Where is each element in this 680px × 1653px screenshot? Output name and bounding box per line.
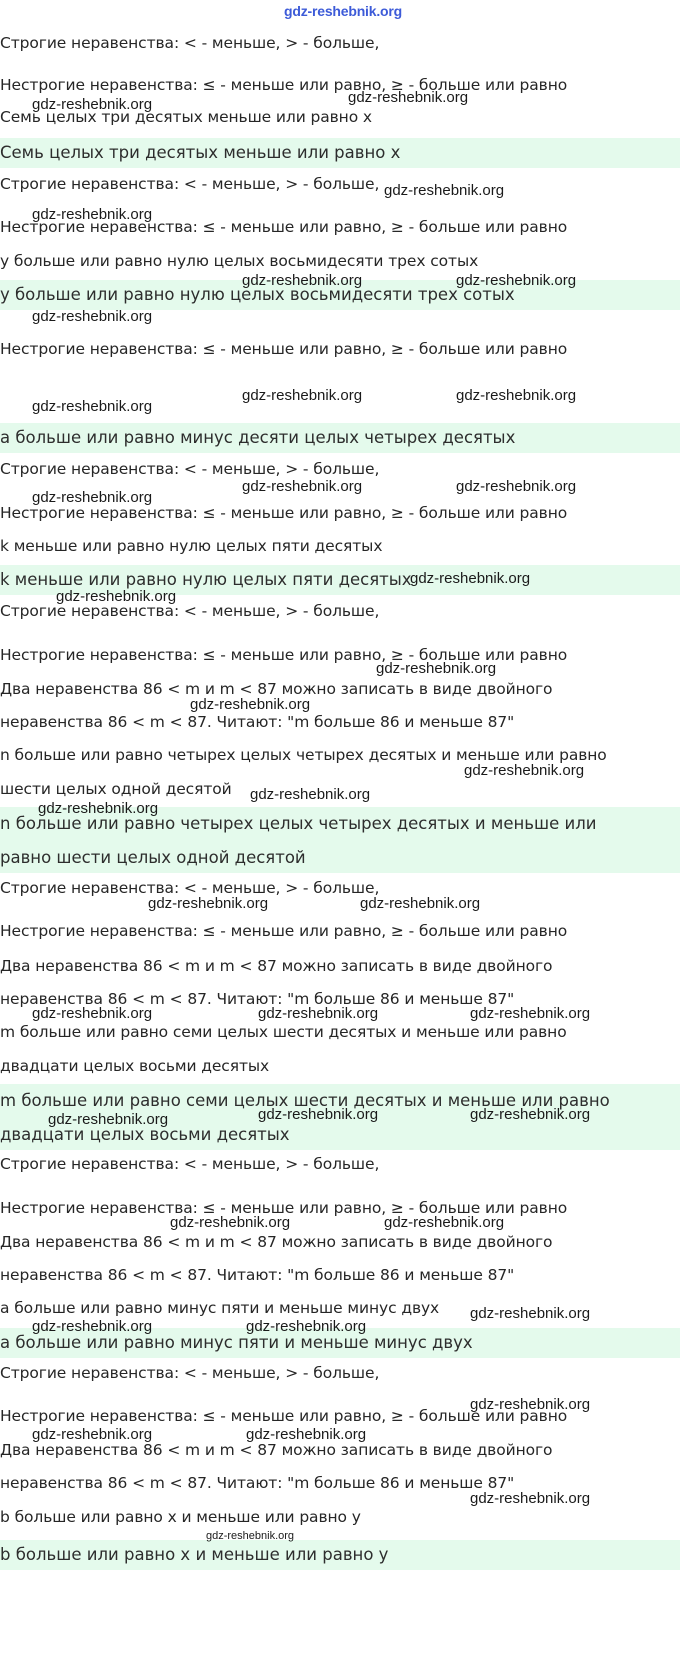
watermark: gdz-reshebnik.org — [32, 1318, 153, 1335]
watermark: gdz-reshebnik.org — [384, 1214, 505, 1231]
strict-inequalities-line: Строгие неравенства: < - меньше, > - больше, — [0, 1364, 380, 1382]
watermark: gdz-reshebnik.org — [32, 96, 153, 113]
watermark: gdz-reshebnik.org — [464, 762, 585, 779]
watermark: gdz-reshebnik.org — [148, 895, 269, 912]
answer-text: a больше или равно минус десяти целых четырех десятых — [0, 428, 516, 447]
watermark: gdz-reshebnik.org — [170, 1214, 291, 1231]
watermark: gdz-reshebnik.org — [456, 387, 577, 404]
answer-text: n больше или равно четырех целых четырех десятых и меньше или — [0, 814, 597, 833]
answer-text: b больше или равно x и меньше или равно y — [0, 1545, 389, 1564]
double-inequality-reading-line: неравенства 86 < m < 87. Читают: "m больше 86 и меньше 87" — [0, 1474, 515, 1492]
watermark: gdz-reshebnik.org — [56, 588, 177, 605]
task-statement: y больше или равно нулю целых восьмидесяти трех сотых — [0, 252, 479, 270]
answer-text: m больше или равно семи целых шести десятых и меньше или равно — [0, 1091, 610, 1110]
watermark: gdz-reshebnik.org — [348, 89, 469, 106]
watermark: gdz-reshebnik.org — [456, 272, 577, 289]
watermark-top: gdz-reshebnik.org — [284, 3, 402, 19]
watermark: gdz-reshebnik.org — [48, 1111, 169, 1128]
watermark: gdz-reshebnik.org — [470, 1396, 591, 1413]
watermark: gdz-reshebnik.org — [250, 786, 371, 803]
task-statement: Семь целых три десятых меньше или равно x — [0, 108, 372, 126]
answer-text-continued: равно шести целых одной десятой — [0, 848, 306, 867]
watermark: gdz-reshebnik.org — [470, 1106, 591, 1123]
task-statement: n больше или равно четырех целых четырех десятых и меньше или равно — [0, 746, 607, 764]
watermark: gdz-reshebnik.org — [38, 800, 159, 817]
answer-highlight — [0, 1540, 680, 1570]
watermark: gdz-reshebnik.org — [410, 570, 531, 587]
double-inequality-reading-line: неравенства 86 < m < 87. Читают: "m больше 86 и меньше 87" — [0, 1266, 515, 1284]
nonstrict-inequalities-line: Нестрогие неравенства: ≤ - меньше или равно, ≥ - больше или равно — [0, 504, 568, 522]
watermark: gdz-reshebnik.org — [190, 696, 311, 713]
watermark: gdz-reshebnik.org — [242, 272, 363, 289]
task-statement-continued: двадцати целых восьми десятых — [0, 1057, 270, 1075]
strict-inequalities-line: Строгие неравенства: < - меньше, > - больше, — [0, 460, 380, 478]
watermark: gdz-reshebnik.org — [242, 478, 363, 495]
task-statement: k меньше или равно нулю целых пяти десятых — [0, 537, 383, 555]
task-statement: m больше или равно семи целых шести десятых и меньше или равно — [0, 1023, 567, 1041]
answer-text: Семь целых три десятых меньше или равно x — [0, 143, 401, 162]
watermark: gdz-reshebnik.org — [258, 1106, 379, 1123]
nonstrict-inequalities-line: Нестрогие неравенства: ≤ - меньше или равно, ≥ - больше или равно — [0, 76, 568, 94]
watermark: gdz-reshebnik.org — [32, 206, 153, 223]
watermark: gdz-reshebnik.org — [470, 1005, 591, 1022]
answer-text: a больше или равно минус пяти и меньше минус двух — [0, 1333, 473, 1352]
answer-text-continued: двадцати целых восьми десятых — [0, 1125, 290, 1144]
answer-text: k меньше или равно нулю целых пяти десятых — [0, 570, 412, 589]
nonstrict-inequalities-line: Нестрогие неравенства: ≤ - меньше или равно, ≥ - больше или равно — [0, 1407, 568, 1425]
nonstrict-inequalities-line: Нестрогие неравенства: ≤ - меньше или равно, ≥ - больше или равно — [0, 922, 568, 940]
answer-highlight — [0, 138, 680, 168]
nonstrict-inequalities-line: Нестрогие неравенства: ≤ - меньше или равно, ≥ - больше или равно — [0, 340, 568, 358]
task-statement-continued: шести целых одной десятой — [0, 780, 232, 798]
watermark: gdz-reshebnik.org — [384, 182, 505, 199]
double-inequality-line: Два неравенства 86 < m и m < 87 можно записать в виде двойного — [0, 680, 553, 698]
answer-text: y больше или равно нулю целых восьмидесяти трех сотых — [0, 285, 515, 304]
nonstrict-inequalities-line: Нестрогие неравенства: ≤ - меньше или равно, ≥ - больше или равно — [0, 646, 568, 664]
strict-inequalities-line: Строгие неравенства: < - меньше, > - больше, — [0, 34, 380, 52]
watermark: gdz-reshebnik.org — [246, 1318, 367, 1335]
watermark: gdz-reshebnik.org — [246, 1426, 367, 1443]
task-statement: b больше или равно x и меньше или равно y — [0, 1508, 361, 1526]
nonstrict-inequalities-line: Нестрогие неравенства: ≤ - меньше или равно, ≥ - больше или равно — [0, 1199, 568, 1217]
watermark: gdz-reshebnik.org — [32, 1005, 153, 1022]
double-inequality-reading-line: неравенства 86 < m < 87. Читают: "m больше 86 и меньше 87" — [0, 990, 515, 1008]
watermark: gdz-reshebnik.org — [360, 895, 481, 912]
task-statement: a больше или равно минус пяти и меньше минус двух — [0, 1299, 440, 1317]
answer-highlight — [0, 423, 680, 453]
watermark: gdz-reshebnik.org — [376, 660, 497, 677]
strict-inequalities-line: Строгие неравенства: < - меньше, > - больше, — [0, 175, 380, 193]
watermark: gdz-reshebnik.org — [470, 1490, 591, 1507]
double-inequality-line: Два неравенства 86 < m и m < 87 можно записать в виде двойного — [0, 1233, 553, 1251]
strict-inequalities-line: Строгие неравенства: < - меньше, > - больше, — [0, 602, 380, 620]
strict-inequalities-line: Строгие неравенства: < - меньше, > - больше, — [0, 1155, 380, 1173]
strict-inequalities-line: Строгие неравенства: < - меньше, > - больше, — [0, 879, 380, 897]
watermark: gdz-reshebnik.org — [456, 478, 577, 495]
watermark: gdz-reshebnik.org — [32, 308, 153, 325]
watermark: gdz-reshebnik.org — [242, 387, 363, 404]
nonstrict-inequalities-line: Нестрогие неравенства: ≤ - меньше или равно, ≥ - больше или равно — [0, 218, 568, 236]
watermark: gdz-reshebnik.org — [206, 1530, 295, 1542]
double-inequality-line: Два неравенства 86 < m и m < 87 можно записать в виде двойного — [0, 957, 553, 975]
double-inequality-line: Два неравенства 86 < m и m < 87 можно записать в виде двойного — [0, 1441, 553, 1459]
watermark: gdz-reshebnik.org — [32, 1426, 153, 1443]
watermark: gdz-reshebnik.org — [258, 1005, 379, 1022]
watermark: gdz-reshebnik.org — [470, 1305, 591, 1322]
watermark: gdz-reshebnik.org — [32, 489, 153, 506]
double-inequality-reading-line: неравенства 86 < m < 87. Читают: "m больше 86 и меньше 87" — [0, 713, 515, 731]
watermark: gdz-reshebnik.org — [32, 398, 153, 415]
